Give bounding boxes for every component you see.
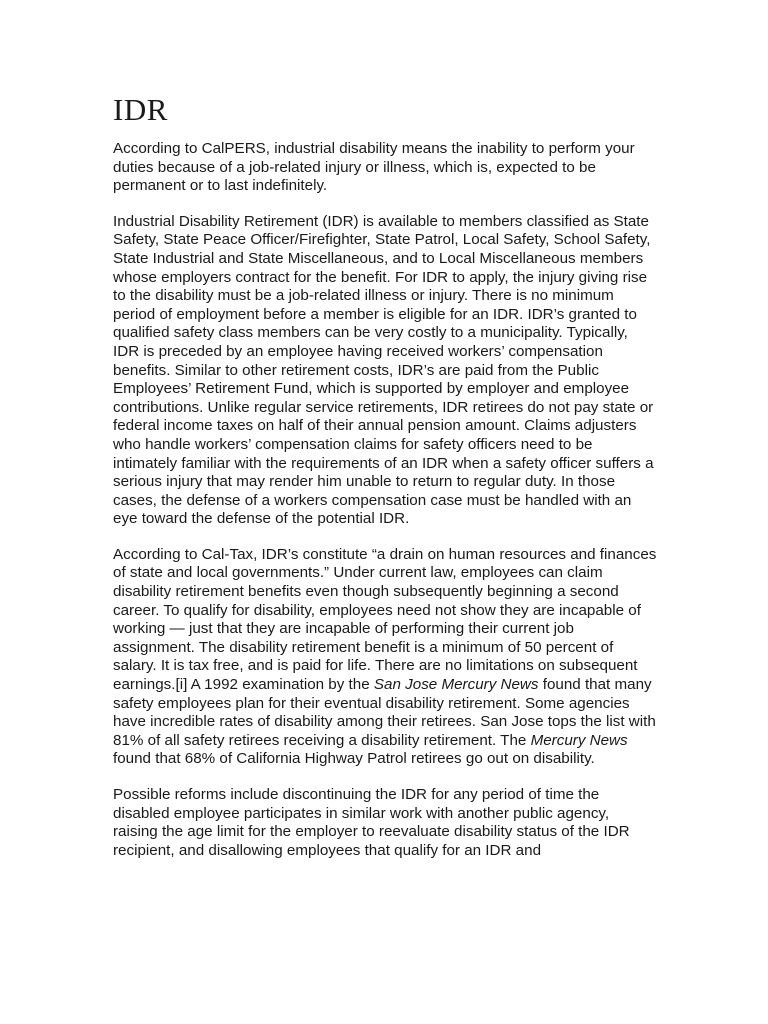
paragraph-idr-eligibility: Industrial Disability Retirement (IDR) is available to members classified as State Safety, State Peace Officer/Firefighter, State Patrol, Local Safety, School Safety, State Industrial and State Miscellaneous, and to Local Miscellaneous members whose employers contract for the benefit. For IDR to apply, the injury giving rise to the disability must be a job-related illness or injury. There is no minimum period of employment before a member is eligible for an IDR. IDR’s granted to qualified safety class members can be very costly to a municipality. Typically, IDR is preceded by an employee having received workers’ compensation benefits. Similar to other retirement costs, IDR’s are paid from the Public Employees’ Retirement Fund, which is supported by employer and employee contributions. Unlike regular service retirements, IDR retirees do not pay state or federal income taxes on half of their annual pension amount. Claims adjusters who handle workers’ compensation claims for safety officers need to be intimately familiar with the requirements of an IDR when a safety officer suffers a serious injury that may render him unable to return to regular duty. In those cases, the defense of a workers compensation case must be handled with an eye toward the defense of the potential IDR. xyxy=(113,212,654,528)
paragraph-cal-tax-part-3: found that 68% of California Highway Patrol retirees go out on disability. xyxy=(113,750,595,768)
paragraph-cal-tax-part-1: According to Cal-Tax, IDR’s constitute “a drain on human resources and finances of state and local governments.” Under current law, employees can claim disability retirement benefits even though subsequently beginning a second career. To qualify for disability, employees need not show they are incapable of working — just that they are incapable of performing their current job assignment. The disability retirement benefit is a minimum of 50 percent of salary. It is tax free, and is paid for life. There are no limitations on subsequent earnings.[i] A 1992 examination by the xyxy=(113,545,657,694)
paragraph-possible-reforms: Possible reforms include discontinuing the IDR for any period of time the disabled employee participates in similar work with another public agency, raising the age limit for the employer to reevaluate disability status of the IDR recipient, and disallowing employees that qualify for an IDR and xyxy=(113,786,630,859)
paragraph-definition: According to CalPERS, industrial disability means the inability to perform your duties because of a job-related injury or illness, which is, expected to be permanent or to last indefinitely. xyxy=(113,140,635,195)
paragraph-cal-tax xyxy=(113,546,658,769)
paragraph-cal-tax-part-2: found that many safety employees plan for their eventual disability retirement. Some agencies have incredible rates of disability among their retirees. San Jose tops the list with 81% of all safety retirees receiving a disability retirement. The xyxy=(113,676,656,749)
document-title: IDR xyxy=(113,92,168,127)
document-page xyxy=(113,92,658,877)
newspaper-name-short: Mercury News xyxy=(530,731,628,749)
newspaper-name-full: San Jose Mercury News xyxy=(373,676,539,694)
